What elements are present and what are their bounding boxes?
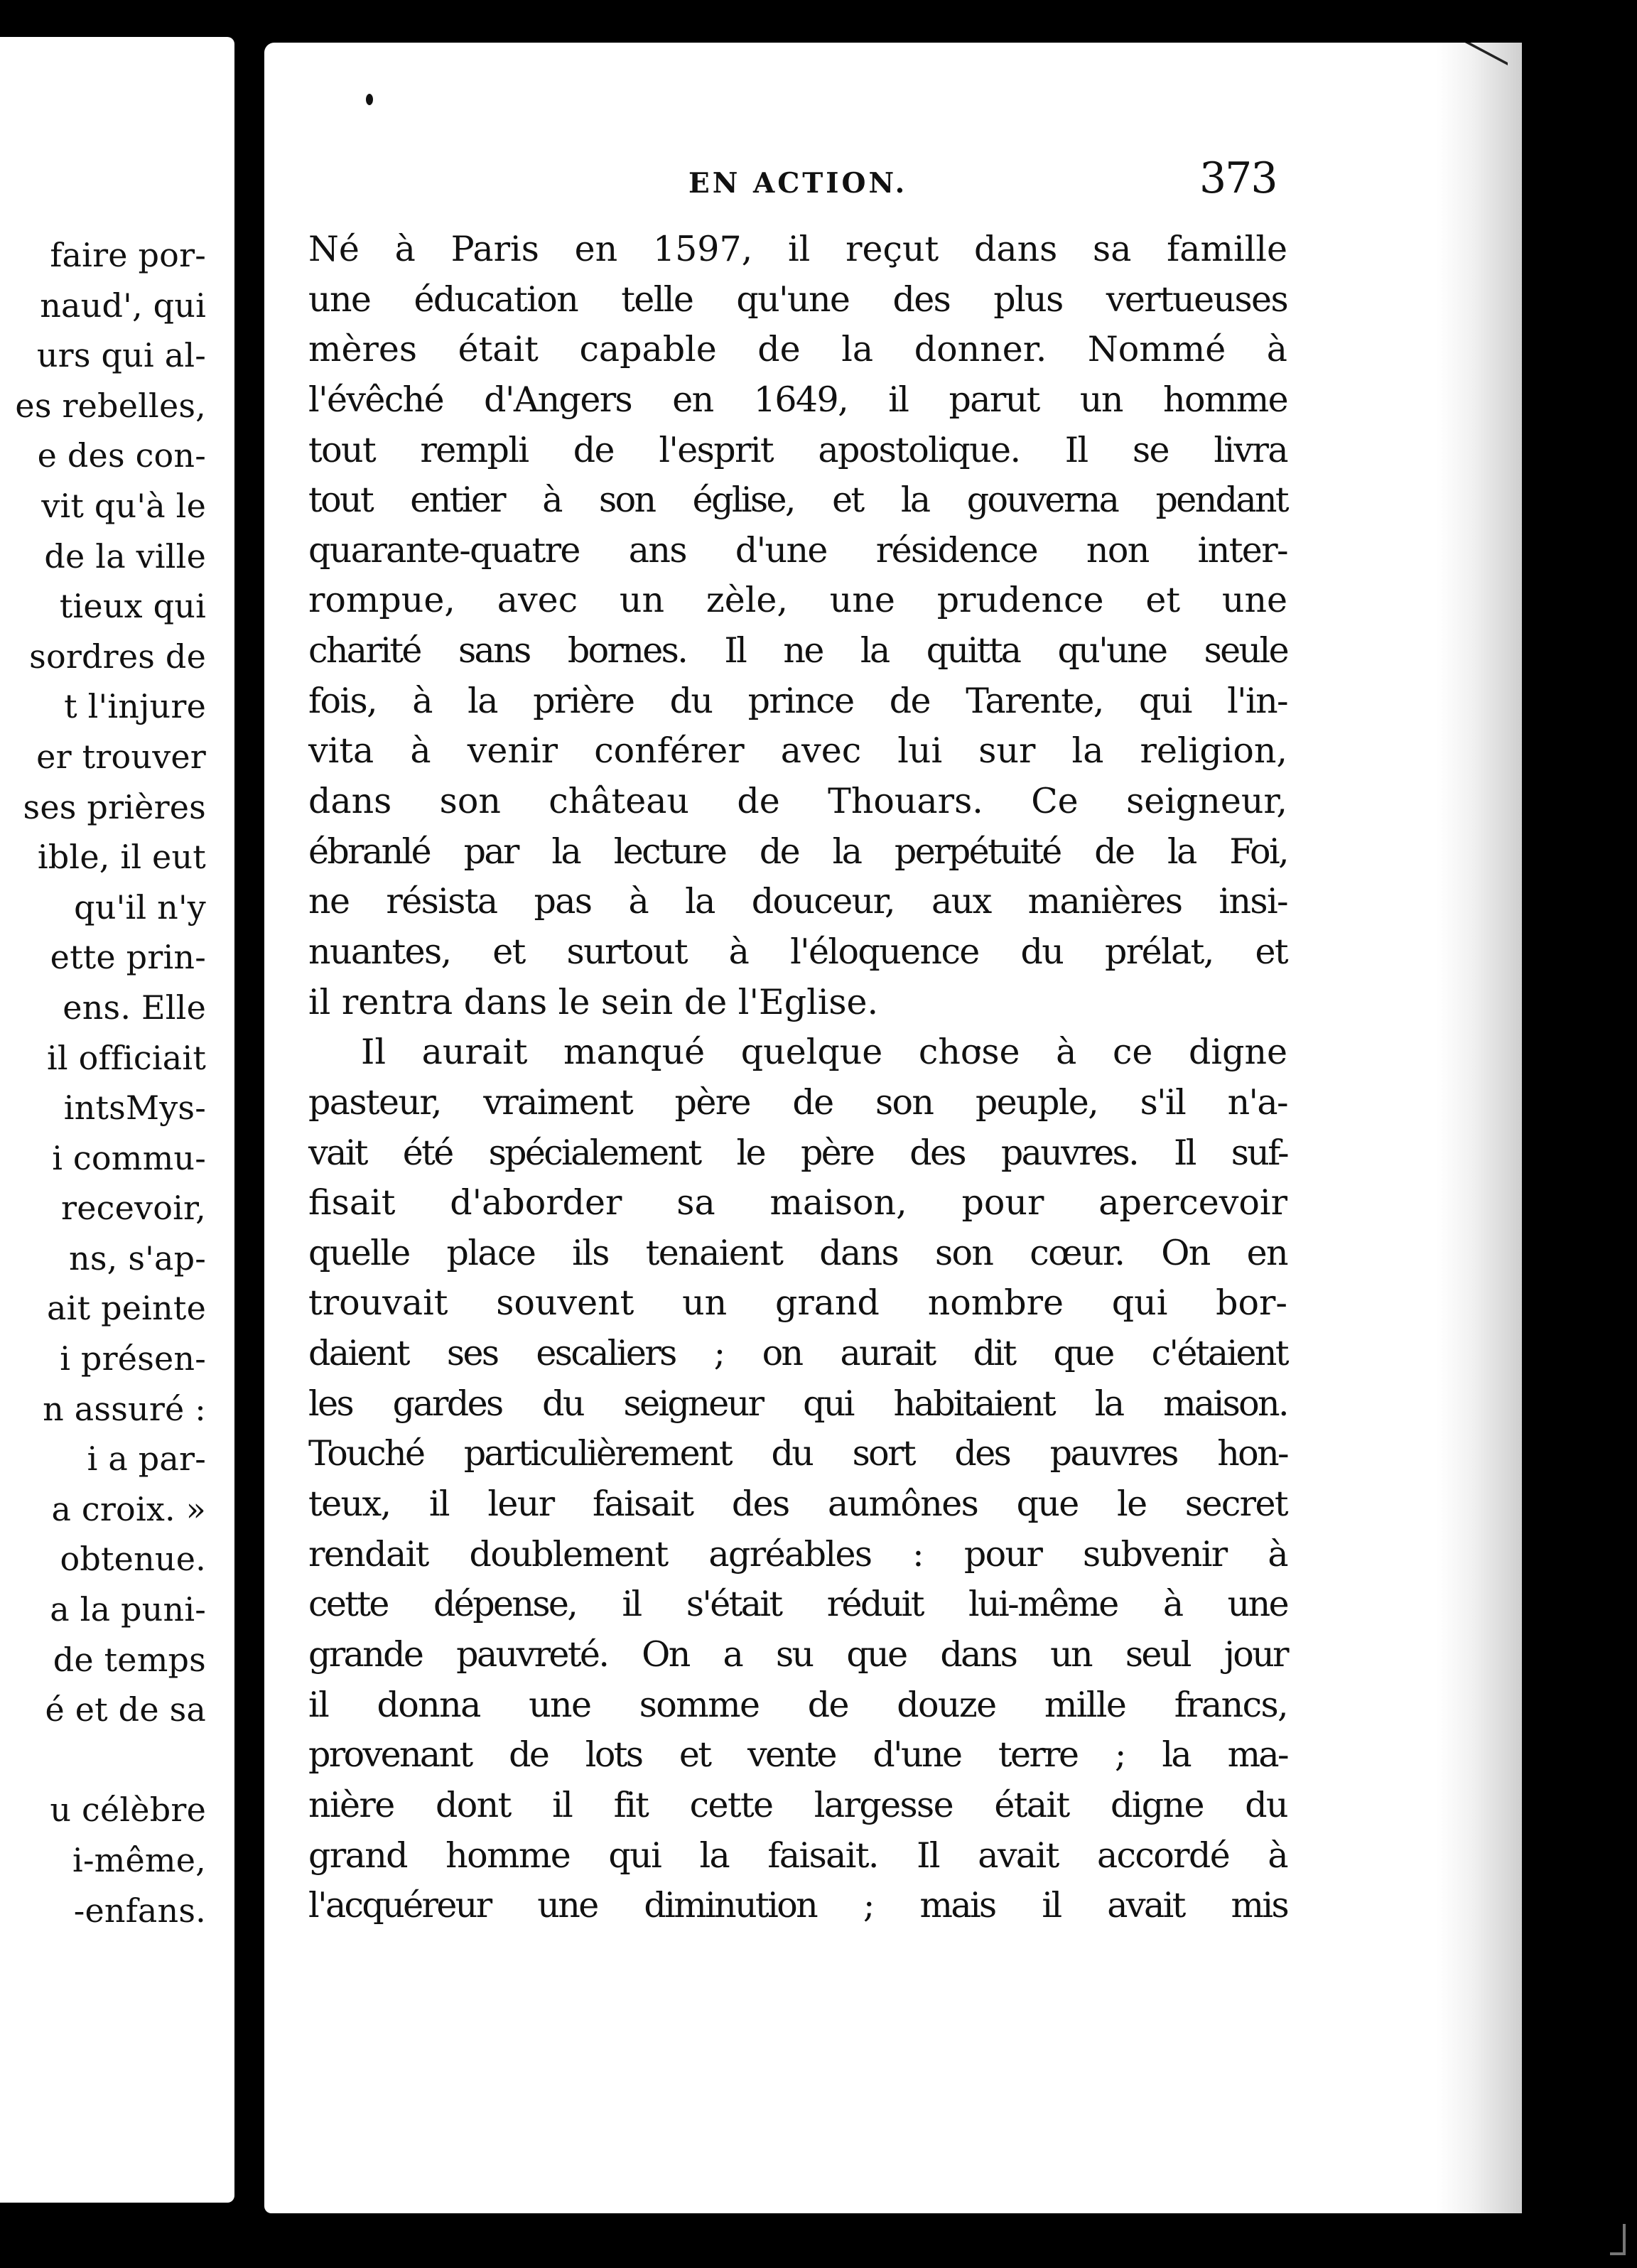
left-facing-page <box>0 37 234 2203</box>
left-line: de temps <box>53 1640 206 1679</box>
running-head: EN ACTION. <box>688 167 908 200</box>
left-line: n assuré : <box>43 1389 206 1428</box>
text-line: provenant de lots et vente d'une terre ; la ma- <box>308 1734 1287 1776</box>
text-line: nière dont il fit cette largesse était digne du <box>308 1784 1287 1825</box>
left-line: qu'il n'y <box>74 887 206 927</box>
text-line: vait été spécialement le père des pauvres. Il suf- <box>308 1132 1287 1173</box>
text-line: rompue, avec un zèle, une prudence et une <box>308 580 1287 621</box>
left-line: i a par- <box>87 1440 206 1479</box>
text-line: ne résista pas à la douceur, aux manières insi- <box>308 881 1287 922</box>
text-line: fois, à la prière du prince de Tarente, qui l'in- <box>308 680 1287 721</box>
left-line: naud', qui <box>40 286 206 325</box>
left-line: ses prières <box>23 787 206 826</box>
left-line: intsMys- <box>63 1089 206 1128</box>
left-line: ible, il eut <box>37 838 206 877</box>
text-line: charité sans bornes. Il ne la quitta qu'une seule <box>308 630 1287 671</box>
text-line: les gardes du seigneur qui habitaient la maison. <box>308 1383 1287 1424</box>
text-line: rendait doublement agréables : pour subvenir à <box>308 1533 1287 1575</box>
left-line: a la puni- <box>50 1590 206 1629</box>
left-line: e des con- <box>37 436 206 475</box>
text-line: tout rempli de l'esprit apostolique. Il se livra <box>308 429 1287 470</box>
page-number: 373 <box>1199 153 1277 203</box>
left-line: de la ville <box>44 536 206 576</box>
text-line: daient ses escaliers ; on aurait dit que c'étaient <box>308 1333 1287 1374</box>
text-line: grande pauvreté. On a su que dans un seul jour <box>308 1634 1287 1675</box>
text-line: cette dépense, il s'était réduit lui-même à une <box>308 1584 1287 1625</box>
ink-speck <box>366 94 373 105</box>
left-line: faire por- <box>50 236 206 274</box>
text-line: dans son château de Thouars. Ce seigneur, <box>308 781 1287 822</box>
left-line: sordres de <box>29 637 206 676</box>
left-line: a croix. » <box>51 1489 206 1528</box>
left-line: er trouver <box>36 737 206 776</box>
left-line: u célèbre <box>50 1791 206 1830</box>
text-line: Né à Paris en 1597, il reçut dans sa famille <box>308 229 1287 269</box>
left-line: i-même, <box>72 1841 206 1879</box>
left-line: i commu- <box>52 1138 206 1177</box>
left-line: ait peinte <box>47 1289 206 1328</box>
page-edge-shadow <box>1437 43 1522 2213</box>
left-line: vit qu'à le <box>41 486 206 525</box>
body-text <box>308 225 1287 1931</box>
book-gutter <box>234 0 266 2268</box>
text-line: quelle place ils tenaient dans son cœur. On en <box>308 1232 1287 1273</box>
left-line: -enfans. <box>73 1891 206 1930</box>
text-line: nuantes, et surtout à l'éloquence du prélat, et <box>308 931 1287 972</box>
text-line: fisait d'aborder sa maison, pour apercevoir <box>308 1182 1287 1224</box>
left-line: ette prin- <box>50 938 206 977</box>
text-line: ébranlé par la lecture de la perpétuité de la Foi, <box>308 831 1287 872</box>
text-line: pasteur, vraiment père de son peuple, s'il n'a- <box>308 1081 1287 1123</box>
text-line: vita à venir conférer avec lui sur la religion, <box>308 730 1287 772</box>
main-page <box>264 43 1522 2213</box>
text-line: l'évêché d'Angers en 1649, il parut un homme <box>308 379 1287 420</box>
left-line: ens. Elle <box>63 988 206 1027</box>
left-line <box>15 1735 206 1786</box>
left-line: t l'injure <box>64 687 206 726</box>
left-line: ns, s'ap- <box>69 1238 206 1278</box>
left-line: i présen- <box>60 1339 206 1378</box>
text-line: grand homme qui la faisait. Il avait accordé à <box>308 1835 1287 1876</box>
left-line: urs qui al- <box>36 336 206 375</box>
text-line: mères était capable de la donner. Nommé à <box>308 329 1287 370</box>
left-line: il officiait <box>47 1038 206 1077</box>
text-line: tout entier à son église, et la gouverna pendant <box>308 480 1287 521</box>
text-line: teux, il leur faisait des aumônes que le secret <box>308 1484 1287 1525</box>
left-line: obtenue. <box>60 1540 206 1579</box>
left-page-text-fragment <box>15 230 206 1935</box>
text-line: quarante-quatre ans d'une résidence non inter- <box>308 529 1287 571</box>
left-line: é et de sa <box>45 1690 206 1729</box>
left-line: recevoir, <box>61 1189 206 1228</box>
text-line: l'acquéreur une diminution ; mais il avait mis <box>308 1885 1287 1926</box>
text-line: Touché particulièrement du sort des pauvres hon- <box>308 1433 1287 1474</box>
text-line: Il aurait manqué quelque chose à ce digne <box>361 1032 1287 1073</box>
text-line: une éducation telle qu'une des plus vertueuses <box>308 279 1287 320</box>
text-line: trouvait souvent un grand nombre qui bor- <box>308 1282 1287 1324</box>
left-line: es rebelles, <box>15 386 206 425</box>
left-line: tieux qui <box>59 587 206 626</box>
text-line: il donna une somme de douze mille francs, <box>308 1684 1287 1725</box>
scan-edge-mark <box>1610 2224 1626 2255</box>
text-line: il rentra dans le sein de l'Eglise. <box>308 981 879 1022</box>
